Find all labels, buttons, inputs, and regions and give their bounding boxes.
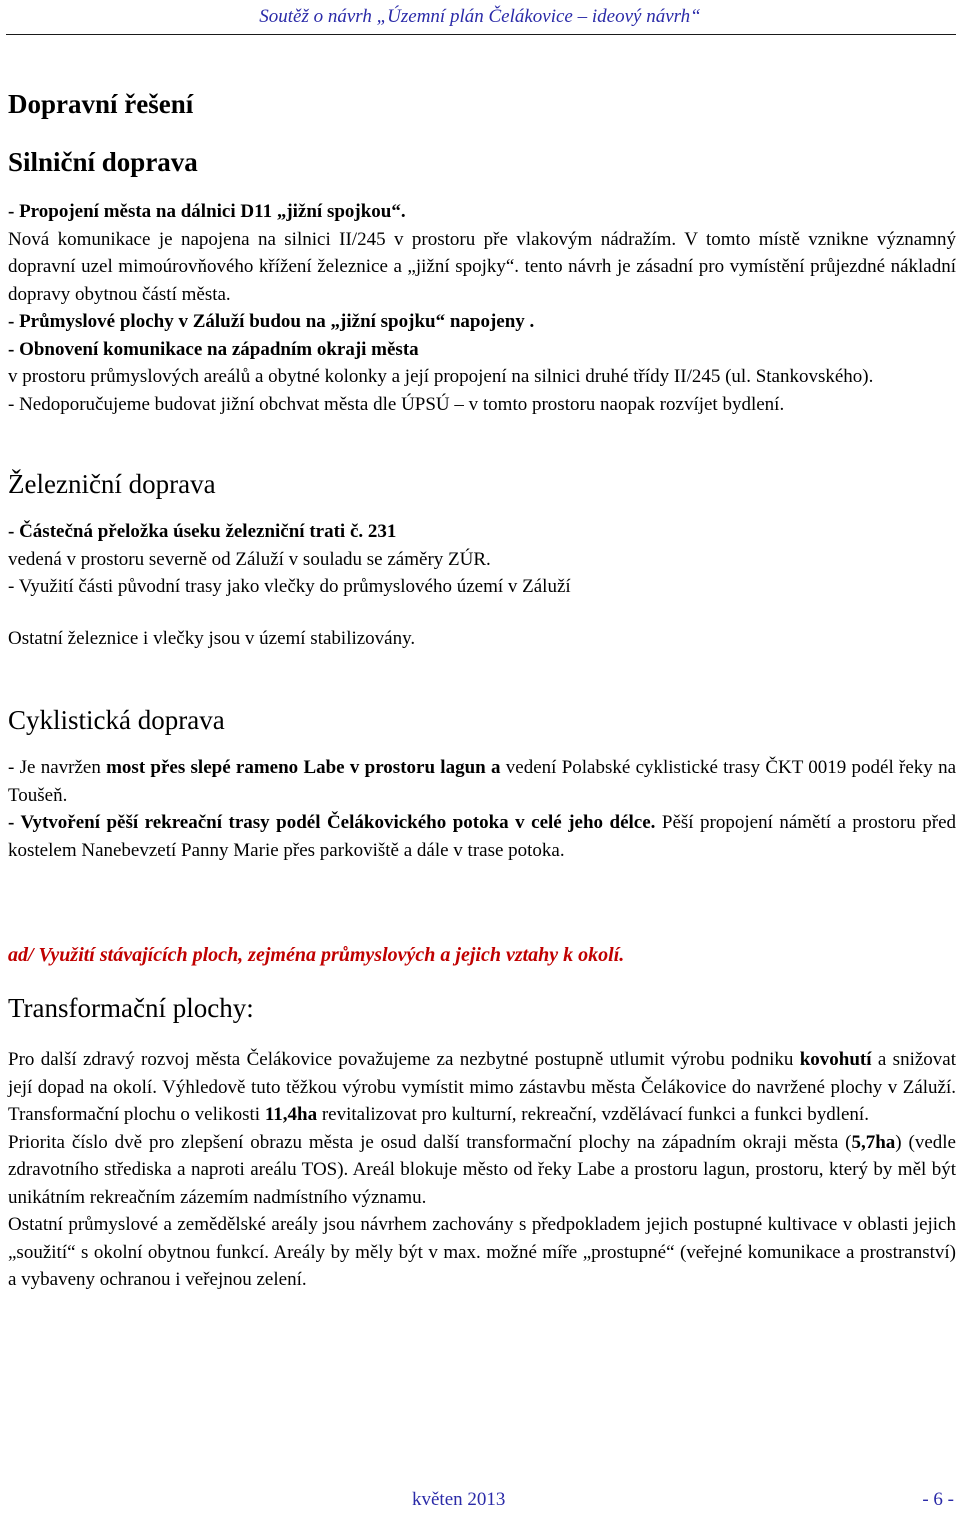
heading-cycling: Cyklistická doprava <box>8 705 225 735</box>
rail-paragraph-stable: Ostatní železnice i vlečky jsou v území stabilizovány. <box>8 627 416 649</box>
road-item-d11: - Propojení města na dálnici D11 „jižní spojkou“. <box>8 201 406 222</box>
road-paragraph-west-edge: v prostoru průmyslových areálů a obytné kolonky a její propojení na silnici druhé třídy II/245 (ul. Stankovského). <box>8 366 874 387</box>
road-item-industrial: - Průmyslové plochy v Záluží budou na „jižní spojku“ napojeny . <box>8 311 535 332</box>
transformation-paragraph-kovohute: Pro další zdravý rozvoj města Čelákovice považujeme za nezbytné postupně utlumit výrobu podniku kovohutí a snižovat její dopad na okolí. Výhledově tuto těžkou výrobu vymístit mimo zástavbu města Čelákovice do navržené plochy v Záluží. Transformační plochu o velikosti 11,4ha revitalizovat pro kulturní, rekreační, vzdělávací funkci a funkci bydlení. <box>8 1049 956 1125</box>
running-header: Soutěž o návrh „Územní plán Čelákovice – ideový návrh“ <box>259 6 701 27</box>
road-paragraph-bypass: - Nedoporučujeme budovat jižní obchvat města dle ÚPSÚ – v tomto prostoru naopak rozvíjet bydlení. <box>8 393 785 415</box>
heading-transformation-areas: Transformační plochy: <box>8 993 254 1023</box>
rail-item-relocation: - Částečná přeložka úseku železniční trati č. 231 <box>8 521 397 542</box>
transformation-paragraph-priority-two: Priorita číslo dvě pro zlepšení obrazu města je osud další transformační plochy na západním okraji města (5,7ha) (vedle zdravotního střediska a naproti areálu TOS). Areál blokuje město od řeky Labe a prostoru lagun, prostoru, který by měl být unikátním rekreačním zázemím nadmístního významu. <box>8 1131 956 1208</box>
footer-date: květen 2013 <box>412 1489 506 1510</box>
cycling-paragraph-walkway: - Vytvoření pěší rekreační trasy podél Čelákovického potoka v celé jeho délce. Pěší propojení námětí a prostoru před kostelem Nanebevzetí Panny Marie přes parkoviště a dále v trase potoka. <box>8 812 957 861</box>
road-paragraph-new-road: Nová komunikace je napojena na silnici II/245 v prostoru pře vlakovým nádražím. V tomto místě vznikne významný dopravní uzel mimoúrovňového křížení železnice a „jižní spojky“. tento návrh je zásadní pro vymístění průjezdné nákladní dopravy obytnou částí města. <box>8 228 956 305</box>
heading-road-transport: Silniční doprava <box>8 147 198 177</box>
page-footer <box>0 1489 960 1519</box>
header-rule <box>6 34 956 35</box>
road-item-west-edge: - Obnovení komunikace na západním okraji města <box>8 338 419 360</box>
rail-paragraph-route: vedená v prostoru severně od Záluží v souladu se záměry ZÚR. <box>8 548 491 570</box>
page-number: - 6 - <box>922 1489 954 1510</box>
cycling-paragraph-bridge: - Je navržen most přes slepé rameno Labe v prostoru lagun a vedení Polabské cyklistické trasy ČKT 0019 podél řeky na Toušeň. <box>8 757 957 806</box>
rail-paragraph-siding: - Využití části původní trasy jako vlečky do průmyslového území v Záluží <box>8 576 571 597</box>
transformation-paragraph-other-areas: Ostatní průmyslové a zemědělské areály jsou návrhem zachovány s předpokladem jejich postupné kultivace v oblasti jejich „soužití“ s okolní obytnou funkcí. Areály by měly být v max. možné míře „prostupné“ (veřejné komunikace a prostranství) a vybaveny ochranou i veřejnou zelení. <box>8 1214 956 1290</box>
page-content <box>8 84 956 1294</box>
heading-rail-transport: Železniční doprava <box>8 469 216 499</box>
heading-existing-areas: ad/ Využití stávajících ploch, zejména průmyslových a jejich vztahy k okolí. <box>8 944 625 966</box>
heading-transport: Dopravní řešení <box>8 89 194 119</box>
